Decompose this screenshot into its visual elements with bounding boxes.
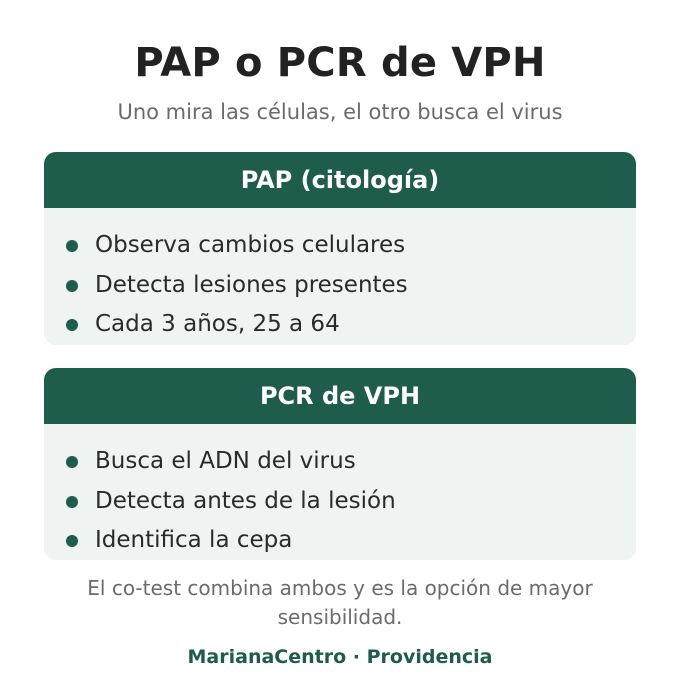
pcr-card <box>44 368 636 560</box>
bullet-icon <box>66 240 78 252</box>
bullet-icon <box>66 280 78 292</box>
bullet-icon <box>66 496 78 508</box>
brand-signature: MarianaCentro · Providencia <box>187 646 493 668</box>
list-item <box>66 442 636 482</box>
list-item <box>66 266 636 306</box>
list-item-text: Detecta lesiones presentes <box>95 271 408 298</box>
list-item-text: Identifica la cepa <box>95 527 293 553</box>
bullet-icon <box>66 456 78 468</box>
page-title: PAP o PCR de VPH <box>134 40 546 86</box>
footnote: El co-test combina ambos y es la opción de mayor sensibilidad. <box>87 576 593 629</box>
bullet-icon <box>66 319 78 331</box>
list-item <box>66 226 636 266</box>
pcr-card-list <box>44 424 636 560</box>
pcr-card-heading: PCR de VPH <box>44 368 636 424</box>
pap-card <box>44 152 636 345</box>
list-item <box>66 482 636 522</box>
list-item <box>66 521 636 560</box>
page-subtitle: Uno mira las células, el otro busca el virus <box>117 100 563 124</box>
list-item-text: Cada 3 años, 25 a 64 <box>95 311 340 337</box>
list-item-text: Busca el ADN del virus <box>95 448 356 474</box>
bullet-icon <box>66 535 78 547</box>
pap-card-heading: PAP (citología) <box>44 152 636 208</box>
list-item-text: Detecta antes de la lesión <box>95 487 396 514</box>
pap-card-list <box>44 208 636 345</box>
list-item-text: Observa cambios celulares <box>95 232 406 258</box>
list-item <box>66 305 636 345</box>
